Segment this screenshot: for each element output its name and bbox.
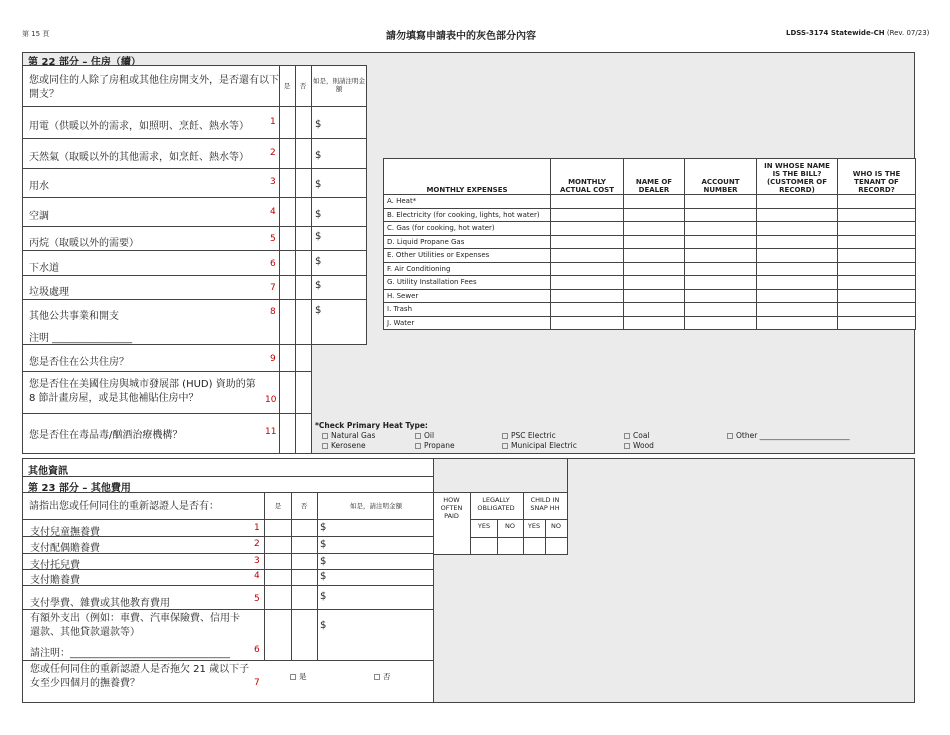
amount-input[interactable]: $ [315,179,322,190]
table-row: B. Electricity (for cooking, lights, hot water) [384,208,916,222]
heat-propane[interactable]: Propane [415,441,455,450]
amount-input[interactable]: $ [315,209,322,220]
col-monthly-expenses: MONTHLY EXPENSES [384,159,551,195]
heat-kerosene[interactable]: Kerosene [322,441,366,450]
part23-question: 請指出您或任何同住的重新認證人是否有： [29,501,219,512]
col-account: ACCOUNT NUMBER [685,159,757,195]
amount-input[interactable]: $ [315,119,322,130]
heat-natural-gas[interactable]: Natural Gas [322,431,375,440]
heat-wood[interactable]: Wood [624,441,654,450]
table-row: E. Other Utilities or Expenses [384,249,916,263]
col-amount-label: 如是，請注明金額 [350,502,402,510]
part22-question: 您或同住的人除了房租或其他住房開支外，是否還有以下開支？ [29,75,279,100]
col-dealer: NAME OF DEALER [624,159,685,195]
heat-coal[interactable]: Coal [624,431,650,440]
page-number: 第 15 頁 [22,30,50,38]
amount-input[interactable]: $ [315,150,322,161]
q7-yes-checkbox[interactable]: 是 [290,671,307,682]
col-legally: LEGALLY OBLIGATED [477,496,515,512]
table-row: D. Liquid Propane Gas [384,235,916,249]
col-yes-label: 是 [274,502,282,510]
part22-title: 第 22 部分 – 住房（續） [28,57,141,68]
col-amount-label: 如是，則請注明金額 [313,77,365,93]
col-no-label: 否 [299,82,307,90]
heat-psc-electric[interactable]: PSC Electric [502,431,556,440]
amount-input[interactable]: $ [320,539,327,550]
page-title: 請勿填寫申請表中的灰色部分內容 [386,31,536,42]
table-row: H. Sewer [384,289,916,303]
heat-type-title: *Check Primary Heat Type: [315,421,428,430]
col-yes-label: 是 [283,82,291,90]
col-no-label: 否 [300,502,308,510]
part23-title: 第 23 部分 – 其他費用 [28,483,131,494]
amount-input[interactable]: $ [320,571,327,582]
specify-field[interactable]: 請注明：________________________________ [30,648,230,659]
col-tenant: WHO IS THE TENANT OF RECORD? [838,159,916,195]
amount-input[interactable]: $ [320,620,327,631]
col-bill-name: IN WHOSE NAME IS THE BILL? (CUSTOMER OF RECORD) [757,159,838,195]
heat-municipal-electric[interactable]: Municipal Electric [502,441,577,450]
table-row: F. Air Conditioning [384,262,916,276]
amount-input[interactable]: $ [315,231,322,242]
q7-no-checkbox[interactable]: 否 [374,671,391,682]
col-child: CHILD IN SNAP HH [530,496,560,512]
table-row: I. Trash [384,303,916,317]
table-row: J. Water [384,316,916,330]
utilities-table [383,158,916,330]
col-actual-cost: MONTHLY ACTUAL COST [551,159,624,195]
amount-input[interactable]: $ [320,556,327,567]
amount-input[interactable]: $ [315,305,322,316]
amount-input[interactable]: $ [315,280,322,291]
heat-other[interactable]: Other ________________________ [727,431,850,440]
note-field[interactable]: 注明 ________________ [29,333,133,344]
heat-oil[interactable]: Oil [415,431,434,440]
amount-input[interactable]: $ [320,522,327,533]
other-info-title: 其他資訊 [28,466,68,477]
table-row: C. Gas (for cooking, hot water) [384,222,916,236]
col-how-often: HOW OFTEN PAID [440,496,463,520]
amount-input[interactable]: $ [320,591,327,602]
form-id: LDSS-3174 Statewide-CH (Rev. 07/23) [786,29,930,37]
table-row: G. Utility Installation Fees [384,276,916,290]
amount-input[interactable]: $ [315,256,322,267]
table-row: A. Heat* [384,195,916,209]
